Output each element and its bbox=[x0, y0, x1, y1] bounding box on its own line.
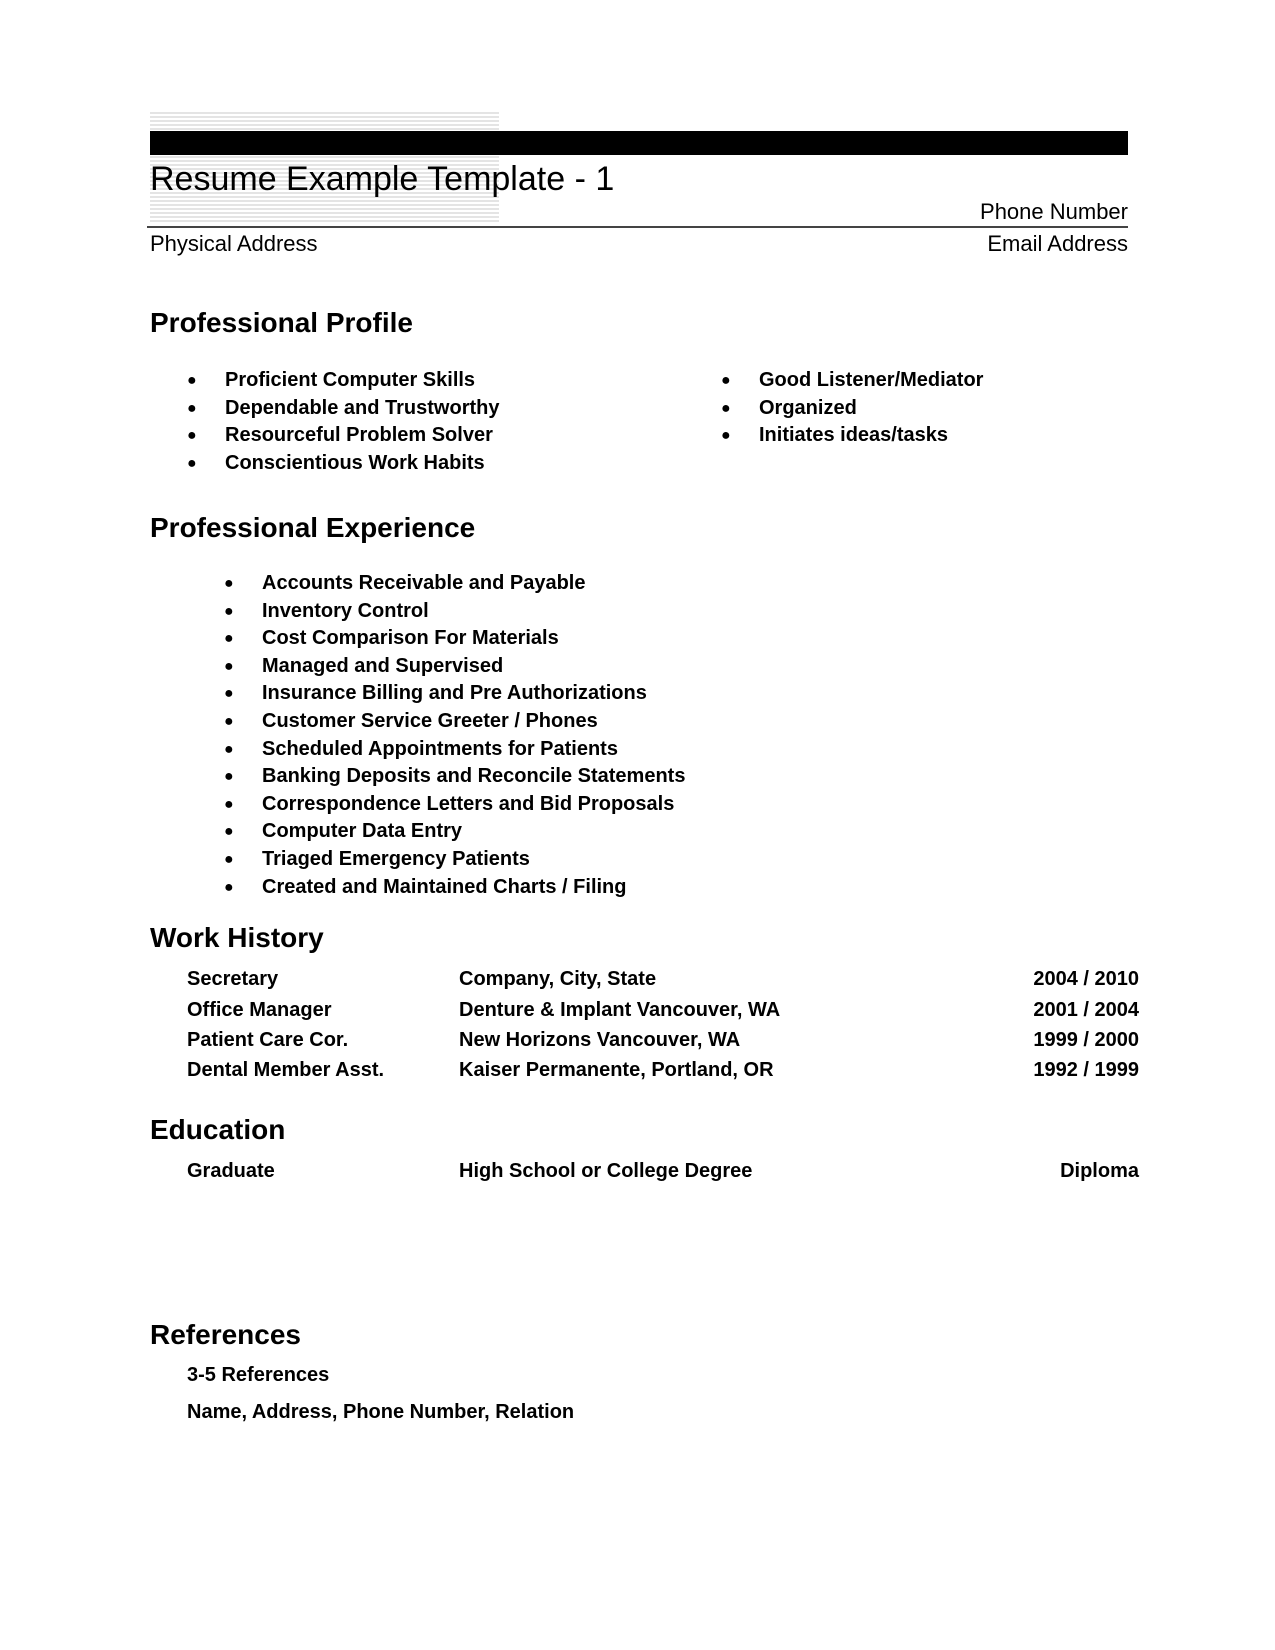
list-item: Cost Comparison For Materials bbox=[262, 627, 559, 650]
bullet-icon: ● bbox=[721, 399, 731, 417]
bullet-icon: ● bbox=[224, 768, 234, 786]
phone-number: Phone Number bbox=[980, 199, 1128, 224]
bullet-icon: ● bbox=[224, 657, 234, 675]
list-item: Customer Service Greeter / Phones bbox=[262, 710, 598, 732]
list-item: Resourceful Problem Solver bbox=[225, 424, 493, 446]
list-item: Proficient Computer Skills bbox=[225, 369, 476, 391]
section-heading-education: Education bbox=[150, 1114, 286, 1145]
list-item: Conscientious Work Habits bbox=[225, 451, 485, 474]
list-item: Dependable and Trustworthy bbox=[225, 396, 500, 419]
job-title: Office Manager bbox=[187, 999, 332, 1021]
header-divider bbox=[147, 226, 1128, 228]
bullet-icon: ● bbox=[224, 602, 234, 620]
list-item: Initiates ideas/tasks bbox=[759, 424, 948, 446]
header-bar bbox=[150, 131, 1128, 155]
list-item: Accounts Receivable and Payable bbox=[262, 572, 586, 594]
job-title: Secretary bbox=[187, 968, 279, 990]
job-company: New Horizons Vancouver, WA bbox=[459, 1029, 741, 1051]
education-award: Diploma bbox=[1060, 1160, 1139, 1182]
bullet-icon: ● bbox=[224, 823, 234, 841]
bullet-icon: ● bbox=[721, 372, 731, 389]
list-item: Created and Maintained Charts / Filing bbox=[262, 875, 627, 898]
section-heading-work-history: Work History bbox=[150, 922, 324, 953]
list-item: Insurance Billing and Pre Authorizations bbox=[262, 682, 647, 705]
education-level: Graduate bbox=[187, 1160, 275, 1182]
job-years: 1992 / 1999 bbox=[1033, 1059, 1139, 1081]
bullet-icon: ● bbox=[224, 575, 234, 592]
section-heading-profile: Professional Profile bbox=[150, 307, 413, 338]
bullet-icon: ● bbox=[187, 372, 197, 389]
bullet-icon: ● bbox=[224, 878, 234, 896]
job-company: Denture & Implant Vancouver, WA bbox=[459, 999, 781, 1021]
list-item: Correspondence Letters and Bid Proposals bbox=[262, 792, 675, 815]
job-company: Company, City, State bbox=[459, 968, 657, 990]
list-item: Triaged Emergency Patients bbox=[262, 848, 530, 870]
bullet-icon: ● bbox=[224, 795, 234, 813]
bullet-icon: ● bbox=[187, 454, 197, 472]
job-title: Dental Member Asst. bbox=[187, 1059, 385, 1081]
list-item: Managed and Supervised bbox=[262, 654, 504, 677]
bullet-icon: ● bbox=[721, 427, 731, 444]
list-item: Scheduled Appointments for Patients bbox=[262, 737, 618, 760]
list-item: Computer Data Entry bbox=[262, 820, 463, 843]
bullet-icon: ● bbox=[224, 630, 234, 648]
section-heading-experience: Professional Experience bbox=[150, 512, 476, 543]
job-years: 2001 / 2004 bbox=[1033, 999, 1139, 1021]
page-title: Resume Example Template - 1 bbox=[150, 160, 615, 198]
bullet-icon: ● bbox=[224, 740, 234, 758]
bullet-icon: ● bbox=[187, 399, 197, 417]
list-item: Organized bbox=[759, 396, 857, 419]
job-title: Patient Care Cor. bbox=[187, 1029, 349, 1051]
education-school: High School or College Degree bbox=[459, 1160, 753, 1182]
references-count: 3-5 References bbox=[187, 1364, 330, 1386]
job-years: 2004 / 2010 bbox=[1033, 968, 1139, 990]
list-item: Good Listener/Mediator bbox=[759, 369, 984, 391]
references-fields: Name, Address, Phone Number, Relation bbox=[187, 1401, 575, 1423]
bullet-icon: ● bbox=[224, 713, 234, 730]
bullet-icon: ● bbox=[224, 685, 234, 703]
email-address: Email Address bbox=[987, 231, 1128, 256]
bullet-icon: ● bbox=[187, 427, 197, 444]
list-item: Banking Deposits and Reconcile Statements bbox=[262, 765, 686, 788]
job-years: 1999 / 2000 bbox=[1033, 1029, 1139, 1051]
section-heading-references: References bbox=[150, 1319, 301, 1350]
job-company: Kaiser Permanente, Portland, OR bbox=[459, 1059, 774, 1081]
physical-address: Physical Address bbox=[150, 231, 318, 256]
list-item: Inventory Control bbox=[262, 599, 429, 622]
bullet-icon: ● bbox=[224, 851, 234, 868]
